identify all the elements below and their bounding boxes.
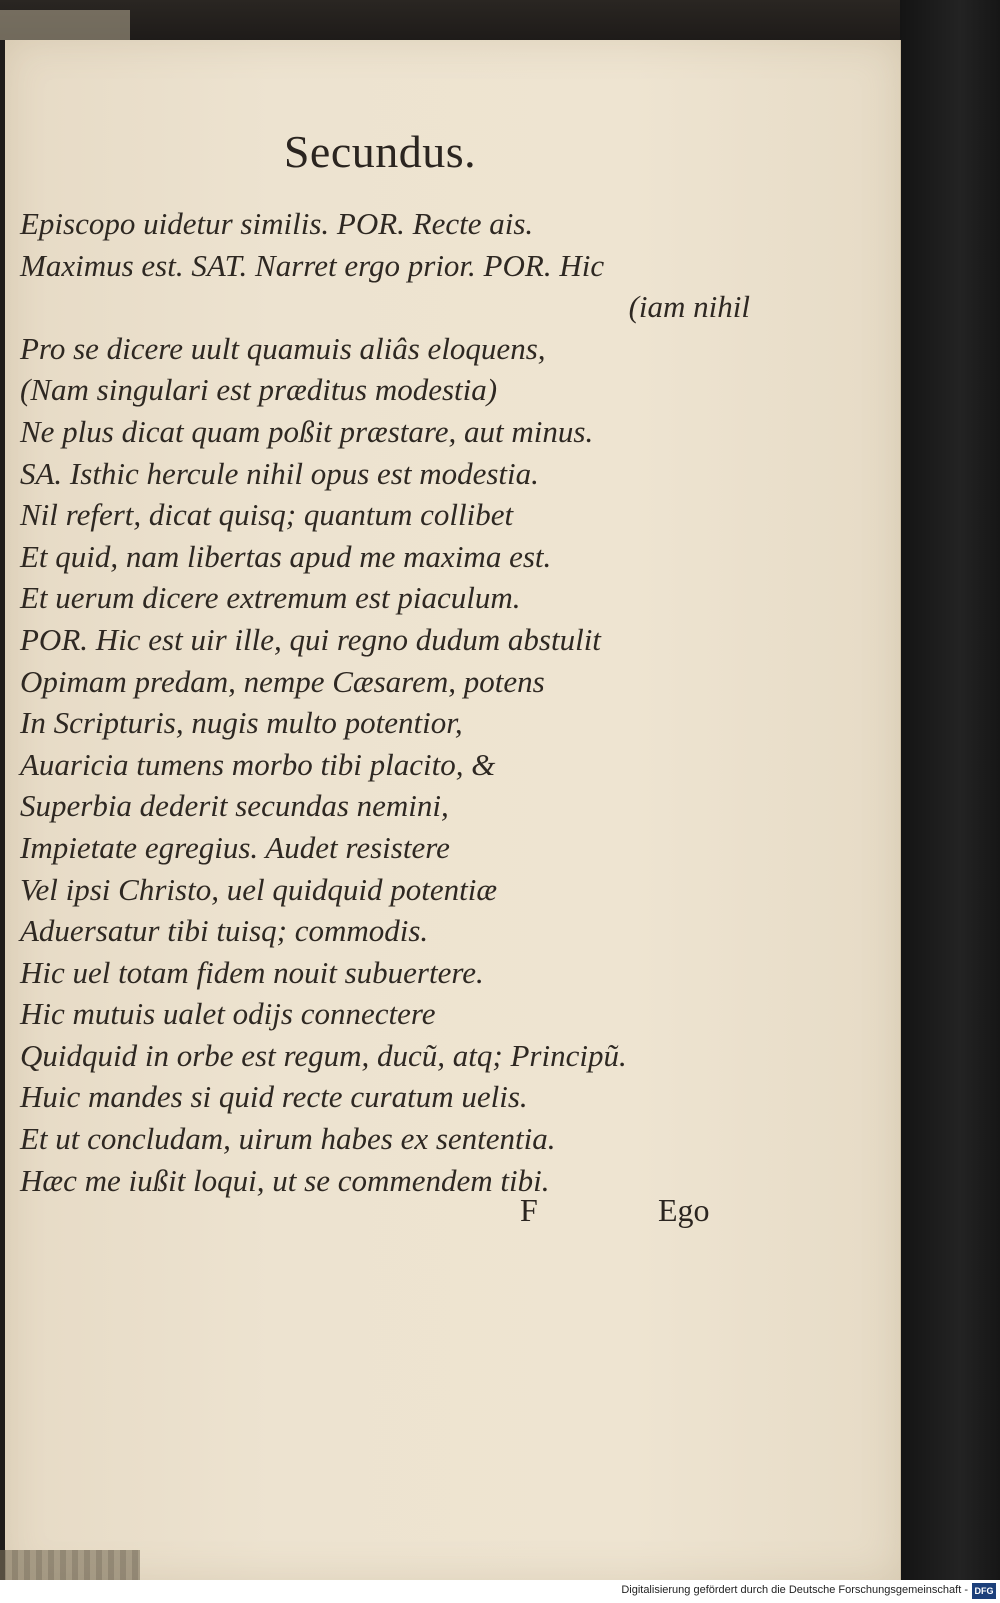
- scan-bottom-edge: [0, 1550, 140, 1580]
- verse-line: Nil refert, dicat quisq; quantum collibet: [20, 497, 514, 533]
- scan-top-margin: [0, 0, 1000, 40]
- verse-line: POR. Hic est uir ille, qui regno dudum abstulit: [20, 621, 601, 657]
- verse-line: Hic mutuis ualet odijs connectere: [20, 996, 436, 1032]
- verse-line: Episcopo uidetur similis. POR. Recte ais.: [20, 206, 534, 241]
- verse-line: (iam nihil: [628, 289, 750, 325]
- verse-line: Aduersatur tibi tuisq; commodis.: [20, 913, 429, 949]
- catchword: Ego: [658, 1192, 710, 1228]
- verse-line: Hic uel totam fidem nouit subuertere.: [20, 954, 484, 990]
- verse-line: Vel ipsi Christo, uel quidquid potentiæ: [20, 871, 498, 907]
- verse-line: In Scripturis, nugis multo potentior,: [20, 705, 463, 741]
- verse-line: (Nam singulari est præditus modestia): [20, 372, 498, 408]
- dfg-logo-icon: DFG: [972, 1583, 996, 1599]
- verse-line: Quidquid in orbe est regum, ducũ, atq; Principũ.: [20, 1037, 627, 1073]
- verse-line: Hæc me iußit loqui, ut se commendem tibi.: [20, 1162, 550, 1198]
- verse-line: Et quid, nam libertas apud me maxima est.: [20, 538, 552, 574]
- verse-text: [20, 203, 760, 1201]
- verse-line: Ne plus dicat quam poßit præstare, aut minus.: [20, 413, 594, 449]
- page-heading: Secundus.: [283, 126, 477, 177]
- scan-page-tab: [0, 10, 130, 40]
- verse-line: Auaricia tumens morbo tibi placito, &: [20, 746, 496, 782]
- signature-mark: F: [520, 1192, 538, 1228]
- verse-line: SA. Isthic hercule nihil opus est modestia.: [20, 455, 539, 491]
- verse-line: Superbia dederit secundas nemini,: [20, 788, 449, 824]
- verse-line: Huic mandes si quid recte curatum uelis.: [20, 1079, 528, 1115]
- verse-line: Maximus est. SAT. Narret ergo prior. POR. Hic: [20, 247, 605, 283]
- verse-line: Opimam predam, nempe Cæsarem, potens: [20, 663, 545, 699]
- verse-line: Impietate egregius. Audet resistere: [20, 829, 450, 865]
- verse-line: Pro se dicere uult quamuis aliâs eloquens,: [20, 330, 546, 366]
- scan-right-margin: [900, 0, 1000, 1603]
- digitization-credit: Digitalisierung gefördert durch die Deutsche Forschungsgemeinschaft -: [621, 1584, 968, 1596]
- verse-line: Et uerum dicere extremum est piaculum.: [20, 580, 521, 616]
- verse-line: Et ut concludam, uirum habes ex sententia.: [20, 1121, 556, 1157]
